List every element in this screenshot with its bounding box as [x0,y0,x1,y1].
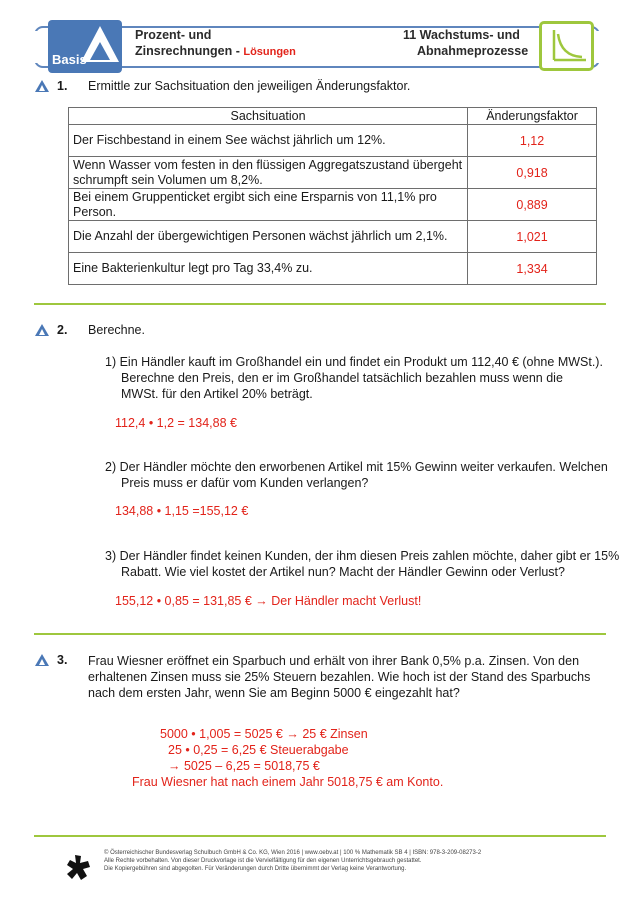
task-2-part-1-line-1: 1) Ein Händler kauft im Großhandel ein und findet ein Produkt um 112,40 € (ohne MWSt.). [105,355,603,369]
situation-cell: Die Anzahl der übergewichtigen Personen wächst jährlich um 2,1%. [69,221,468,253]
footer-line-1: © Österreichischer Bundesverlag Schulbuch GmbH & Co. KG, Wien 2016 | www.oebv.at | 100 % Mathematik SB 4 | ISBN: 978-3-209-08273-2 [104,850,482,856]
section-divider [34,303,606,305]
table-row [69,189,597,221]
triangle-icon [35,654,49,666]
header-aenderungsfaktor: Änderungsfaktor [468,108,597,125]
section-divider [34,835,606,837]
factor-cell: 0,889 [468,189,597,221]
title-line-2-text: Zinsrechnungen - [135,44,244,58]
header-frame-gap-left [28,31,38,63]
table-row [69,221,597,253]
chapter-title [403,27,533,59]
header-sachsituation: Sachsituation [69,108,468,125]
situation-cell: Der Fischbestand in einem See wächst jährlich um 12%. [69,125,468,157]
chapter-line-2: Abnahmeprozesse [417,44,529,58]
footer-line-3: Die Kopiergebühren sind abgegolten. Für Veränderungen durch Dritte übernimmt der Verlag keine Verantwortung. [104,866,407,872]
section-divider [34,633,606,635]
solutions-label: Lösungen [243,46,296,58]
situation-cell: Bei einem Gruppenticket ergibt sich eine Ersparnis von 11,1% pro Person. [69,189,468,221]
task-2-part-1-line-3: MWSt. für den Artikel 20% beträgt. [121,387,313,401]
factor-cell: 0,918 [468,157,597,189]
task-3-line-1: Frau Wiesner eröffnet ein Sparbuch und erhält von ihrer Bank 0,5% p.a. Zinsen. Von den [88,654,580,668]
factor-cell: 1,021 [468,221,597,253]
task-2-part-2-line-2: Preis muss er dafür vom Kunden verlangen? [121,476,369,490]
task-3-line-2: erhaltenen Zinsen muss sie 25% Steuern bezahlen. Wie hoch ist der Stand des Sparbuchs [88,670,591,684]
task-2-part-1-answer: 112,4 • 1,2 = 134,88 € [115,416,237,430]
footer-line-2: Alle Rechte vorbehalten. Von dieser Druckvorlage ist die Vervielfältigung für den eigenen Unterrichtsgebrauch gestattet. [104,858,422,864]
chapter-line-1: 11 Wachstums- und [403,28,520,42]
task-2-part-1-line-2: Berechne den Preis, den er im Großhandel tatsächlich bezahlen muss wenn die [121,371,563,385]
factor-cell: 1,12 [468,125,597,157]
task-3-answer-line-1: 5000 • 1,005 = 5025 € → 25 € Zinsen [160,727,368,741]
basis-badge [48,20,122,73]
basis-label: Basis [52,52,87,67]
task-3-line-3: nach dem ersten Jahr, wenn Sie am Beginn 5000 € eingezahlt hat? [88,686,460,700]
copyright-footer [104,849,574,873]
task-1-title: Ermittle zur Sachsituation den jeweiligen Änderungsfaktor. [88,79,411,93]
triangle-icon [35,324,49,336]
task-3-answer-line-2: 25 • 0,25 = 6,25 € Steuerabgabe [168,743,349,757]
table-row [69,157,597,189]
title-line-2 [135,43,296,60]
triangle-inner [90,42,110,60]
change-factor-table [68,107,597,285]
table-row [69,125,597,157]
task-2-part-3-line-2: Rabatt. Wie viel kostet der Artikel nun? Macht der Händler Gewinn oder Verlust? [121,565,565,579]
task-2-part-2-line-1: 2) Der Händler möchte den erworbenen Artikel mit 15% Gewinn weiter verkaufen. Welchen [105,460,608,474]
situation-cell: Wenn Wasser vom festen in den flüssigen Aggregatszustand übergeht schrumpft sein Volumen um 8,2%. [69,157,468,189]
title-line-1: Prozent- und [135,28,212,42]
table-row [69,253,597,285]
situation-cell: Eine Bakterienkultur legt pro Tag 33,4% zu. [69,253,468,285]
task-2-part-2-answer: 134,88 • 1,15 =155,12 € [115,504,249,518]
header-frame-gap-right [596,31,606,63]
triangle-icon [35,80,49,92]
task-2-part-3-line-1: 3) Der Händler findet keinen Kunden, der ihm diesen Preis zahlen möchte, daher gibt er 15% [105,549,620,563]
growth-graph-icon [539,21,594,71]
task-3-number: 3. [57,653,68,667]
task-3-answer-line-4: Frau Wiesner hat nach einem Jahr 5018,75 € am Konto. [132,775,444,789]
task-1-number: 1. [57,79,68,93]
task-2-title: Berechne. [88,323,145,337]
task-2-part-3-answer: 155,12 • 0,85 = 131,85 € → Der Händler macht Verlust! [115,594,422,608]
publisher-logo-icon [66,854,92,882]
factor-cell: 1,334 [468,253,597,285]
task-2-number: 2. [57,323,68,337]
task-3-answer-line-3: → 5025 – 6,25 = 5018,75 € [168,759,320,773]
table-header-row [69,108,597,125]
worksheet-title [135,27,296,60]
